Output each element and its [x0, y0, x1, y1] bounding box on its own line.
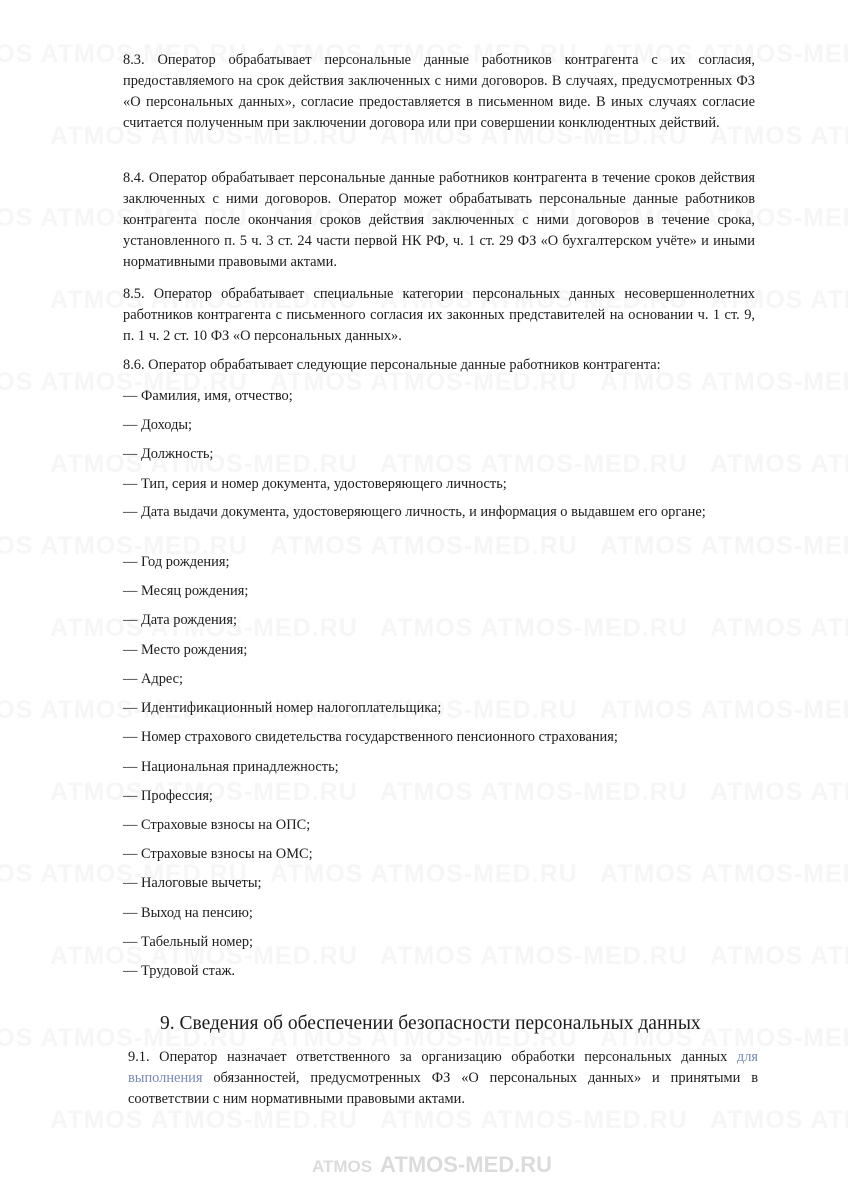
list-item: — Фамилия, имя, отчество;	[123, 388, 293, 404]
list-item: — Дата выдачи документа, удостоверяющего личность, и информация о выдавшем его органе;	[123, 504, 706, 520]
list-item: — Тип, серия и номер документа, удостоверяющего личность;	[123, 476, 507, 492]
list-item: — Табельный номер;	[123, 934, 254, 950]
list-item: — Страховые взносы на ОМС;	[123, 846, 313, 862]
watermark-footer	[312, 1152, 552, 1178]
paragraph-8-6: 8.6. Оператор обрабатывает следующие персональные данные работников контрагента:	[123, 357, 661, 373]
list-item: — Месяц рождения;	[123, 583, 249, 599]
list-item: — Дата рождения;	[123, 612, 237, 628]
list-item: — Номер страхового свидетельства государственного пенсионного страхования;	[123, 729, 618, 745]
paragraph-9-1-start: 9.1. Оператор назначает ответственного за организацию обработки персональных данных	[128, 1049, 737, 1065]
paragraph-8-3: 8.3. Оператор обрабатывает персональные данные работников контрагента с их согласия, предоставляемого на срок действия заключенных с ними договоров. В случаях, предусмотренных ФЗ «О персональных данных», согласие предоставляется в письменном виде. В иных случаях согласие считается полученным при заключении договора или при совершении конклюдентных действий.	[123, 52, 755, 131]
paragraph-9-1-link: для выполнения	[128, 1049, 758, 1086]
watermark-text	[380, 1106, 688, 1135]
watermark-text	[710, 1106, 848, 1135]
watermark-text	[50, 1106, 358, 1135]
list-item: — Выход на пенсию;	[123, 905, 253, 921]
paragraph-8-4: 8.4. Оператор обрабатывает персональные данные работников контрагента в течение сроков действия заключенных с ними договоров. Оператор может обрабатывать персональные данные работников контрагента после окончания сроков действия заключенных с ними договоров в течение срока, установленного п. 5 ч. 3 ст. 24 части первой НК РФ, ч. 1 ст. 29 ФЗ «О бухгалтерском учёте» и иными нормативными правовыми актами.	[123, 170, 755, 270]
paragraph-9-1	[128, 1047, 758, 1110]
paragraph-8-5: 8.5. Оператор обрабатывает специальные категории персональных данных несовершеннолетних работников контрагента с письменного согласия их законных представителей на основании ч. 1 ст. 9, п. 1 ч. 2 ст. 10 ФЗ «О персональных данных».	[123, 286, 755, 344]
list-item: — Доходы;	[123, 417, 193, 433]
list-item: — Место рождения;	[123, 642, 248, 658]
list-item: — Год рождения;	[123, 554, 230, 570]
list-item: — Налоговые вычеты;	[123, 875, 262, 891]
list-item: — Страховые взносы на ОПС;	[123, 817, 311, 833]
list-item: — Национальная принадлежность;	[123, 759, 339, 775]
list-item: — Адрес;	[123, 671, 184, 687]
list-item: — Должность;	[123, 446, 214, 462]
paragraph-9-1-end: обязанностей, предусмотренных ФЗ «О персональных данных» и принятыми в соответствии с ним нормативными правовыми актами.	[128, 1070, 758, 1107]
section-9-heading: 9. Сведения об обеспечении безопасности персональных данных	[160, 1013, 701, 1034]
list-item: — Идентификационный номер налогоплательщика;	[123, 700, 442, 716]
watermark-site: ATMOS-MED.RU	[380, 1152, 553, 1177]
list-item: — Профессия;	[123, 788, 213, 804]
watermark-brand: ATMOS	[312, 1157, 373, 1176]
list-item: — Трудовой стаж.	[123, 963, 236, 979]
